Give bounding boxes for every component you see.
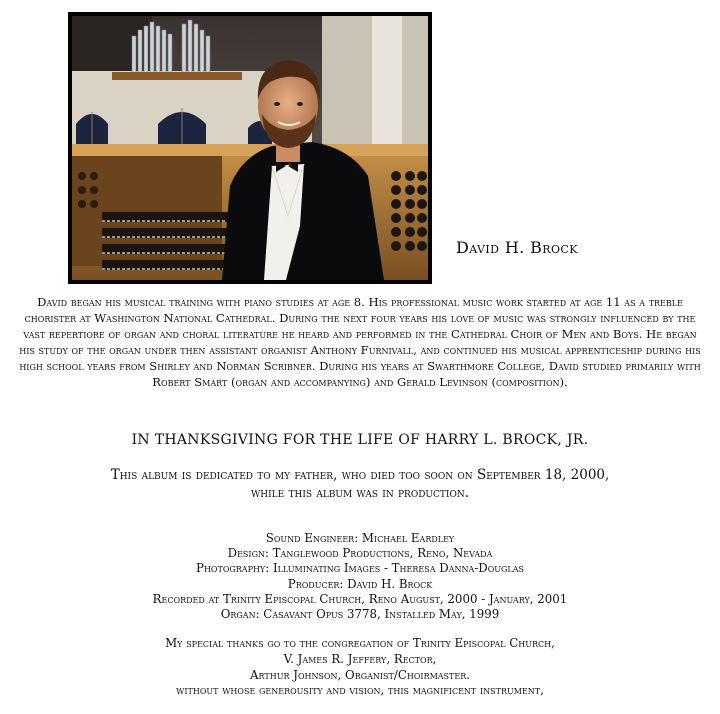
thanks-line: without whose generousity and vision, this magnificent instrument, xyxy=(176,683,544,698)
photo-caption: David H. Brock xyxy=(456,238,578,257)
thanks-line: V. James R. Jeffery, Rector, xyxy=(283,651,437,666)
credit-recording: Recorded at Trinity Episcopal Church, Reno August, 2000 - January, 2001 xyxy=(152,591,568,606)
credit-producer: Producer: David H. Brock xyxy=(287,576,433,591)
dedication-text xyxy=(40,466,680,502)
credit-photography: Photography: Illuminating Images - Theresa Danna-Douglas xyxy=(196,561,524,576)
credit-design: Design: Tanglewood Productions, Reno, Nevada xyxy=(227,546,493,561)
dedication-line: This album is dedicated to my father, who died too soon on September 18, 2000, xyxy=(110,467,610,483)
dedication-line: while this album was in production. xyxy=(250,485,470,501)
dedication-heading: IN THANKSGIVING FOR THE LIFE OF HARRY L. BROCK, JR. xyxy=(131,432,589,448)
biography-text: David began his musical training with piano studies at age 8. His professional music work started at age 11 as a treble chorister at Washington National Cathedral. During the next four years his love of music was strongly influenced by the vast repertiore of organ and choral literature he heard and performed in the Cathedral Choir of Men and Boys. He began his study of the organ under then assistant organist Anthony Furnivall, and continued his musical apprenticeship during his high school years from Shirley and Norman Scribner. During his years at Swarthmore College, David studied primarily with Robert Smart (organ and accompanying) and Gerald Levinson (composition). xyxy=(19,295,701,389)
credit-sound-engineer: Sound Engineer: Michael Eardley xyxy=(265,531,455,545)
acknowledgements xyxy=(40,636,680,699)
credit-organ: Organ: Casavant Opus 3778, Installed May, 1999 xyxy=(220,607,500,622)
organist-photo xyxy=(68,12,432,284)
biography-paragraph xyxy=(18,294,702,390)
credits-list xyxy=(40,531,680,622)
thanks-line: My special thanks go to the congregation of Trinity Episcopal Church, xyxy=(165,636,555,650)
thanks-line: Arthur Johnson, Organist/Choirmaster. xyxy=(250,667,470,682)
